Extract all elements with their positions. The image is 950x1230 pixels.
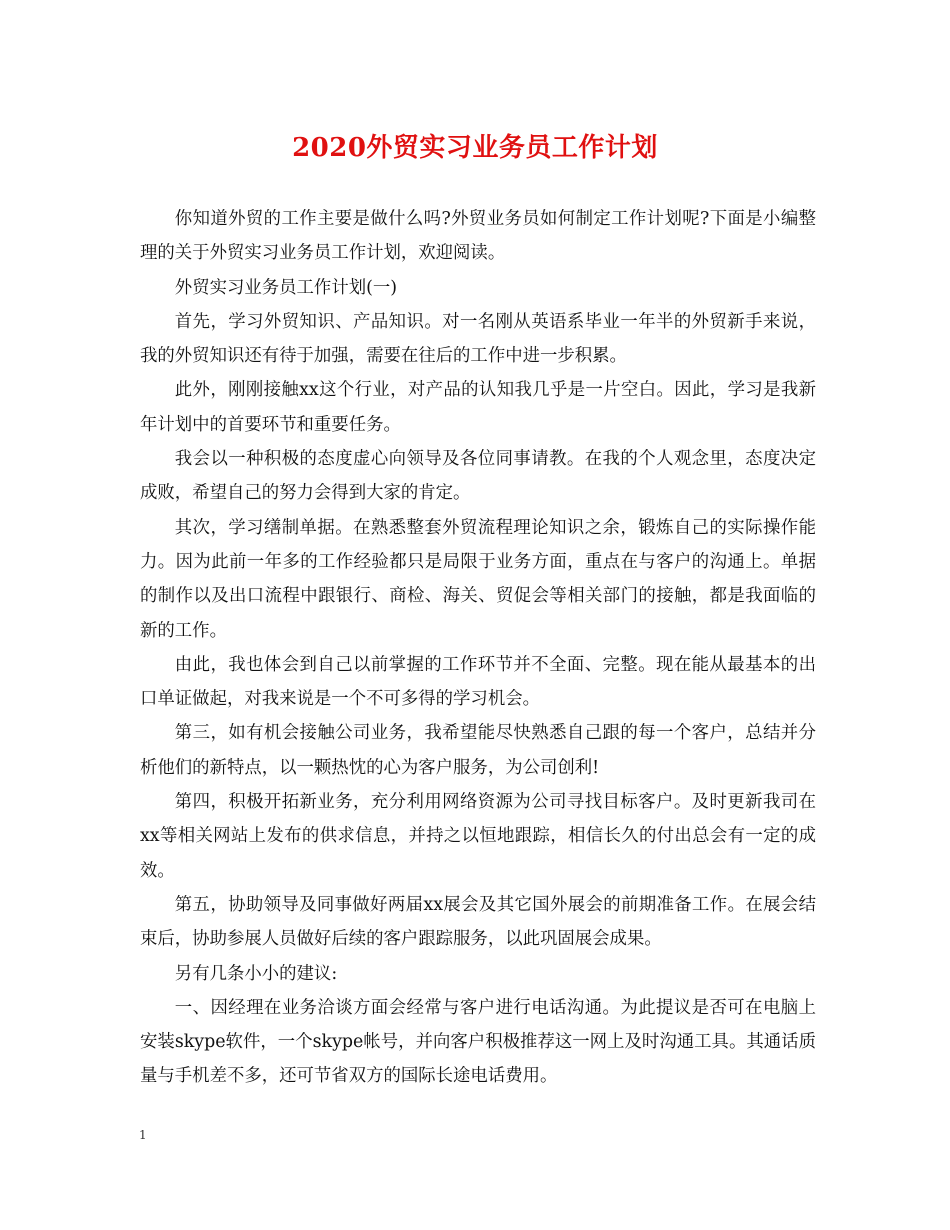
- paragraph-suggestions-heading: 另有几条小小的建议:: [174, 963, 338, 984]
- paragraph-suggestion-one: 一、因经理在业务洽谈方面会经常与客户进行电话沟通。为此提议是否可在电脑上安装skype软件，一个skype帐号，并向客户积极推荐这一网上及时沟通工具。其通话质量与手机差不多，还可节省双方的国际长途电话费用。: [140, 997, 816, 1087]
- paragraph-additionally: 此外，刚刚接触xx这个行业，对产品的认知我几乎是一片空白。因此，学习是我新年计划中的首要环节和重要任务。: [140, 380, 816, 435]
- document-body: [140, 202, 816, 1094]
- paragraph-third: 第三，如有机会接触公司业务，我希望能尽快熟悉自己跟的每一个客户，总结并分析他们的新特点，以一颗热忱的心为客户服务，为公司创利!: [140, 723, 816, 778]
- paragraph-fourth: 第四，积极开拓新业务，充分利用网络资源为公司寻找目标客户。及时更新我司在xx等相关网站上发布的供求信息，并持之以恒地跟踪，相信长久的付出总会有一定的成效。: [140, 792, 816, 881]
- paragraph-second: 其次，学习缮制单据。在熟悉整套外贸流程理论知识之余，锻炼自己的实际操作能力。因为此前一年多的工作经验都只是局限于业务方面，重点在与客户的沟通上。单据的制作以及出口流程中跟银行、商检、海关、贸促会等相关部门的接触，都是我面临的新的工作。: [140, 517, 816, 641]
- paragraph-fifth: 第五，协助领导及同事做好两届xx展会及其它国外展会的前期准备工作。在展会结束后，协助参展人员做好后续的客户跟踪服务，以此巩固展会成果。: [140, 894, 816, 950]
- paragraph-intro: 你知道外贸的工作主要是做什么吗?外贸业务员如何制定工作计划呢?下面是小编整理的关于外贸实习业务员工作计划，欢迎阅读。: [140, 209, 816, 264]
- paragraph-attitude: 我会以一种积极的态度虚心向领导及各位同事请教。在我的个人观念里，态度决定成败，希望自己的努力会得到大家的肯定。: [140, 449, 816, 504]
- paragraph-thereby: 由此，我也体会到自己以前掌握的工作环节并不全面、完整。现在能从最基本的出口单证做起，对我来说是一个不可多得的学习机会。: [140, 654, 816, 710]
- paragraph-section-heading: 外贸实习业务员工作计划(一): [174, 277, 398, 298]
- paragraph-first: 首先，学习外贸知识、产品知识。对一名刚从英语系毕业一年半的外贸新手来说，我的外贸知识还有待于加强，需要在往后的工作中进一步积累。: [140, 311, 816, 367]
- document-title: 2020外贸实习业务员工作计划: [292, 133, 658, 163]
- page-number: 1: [139, 1128, 147, 1142]
